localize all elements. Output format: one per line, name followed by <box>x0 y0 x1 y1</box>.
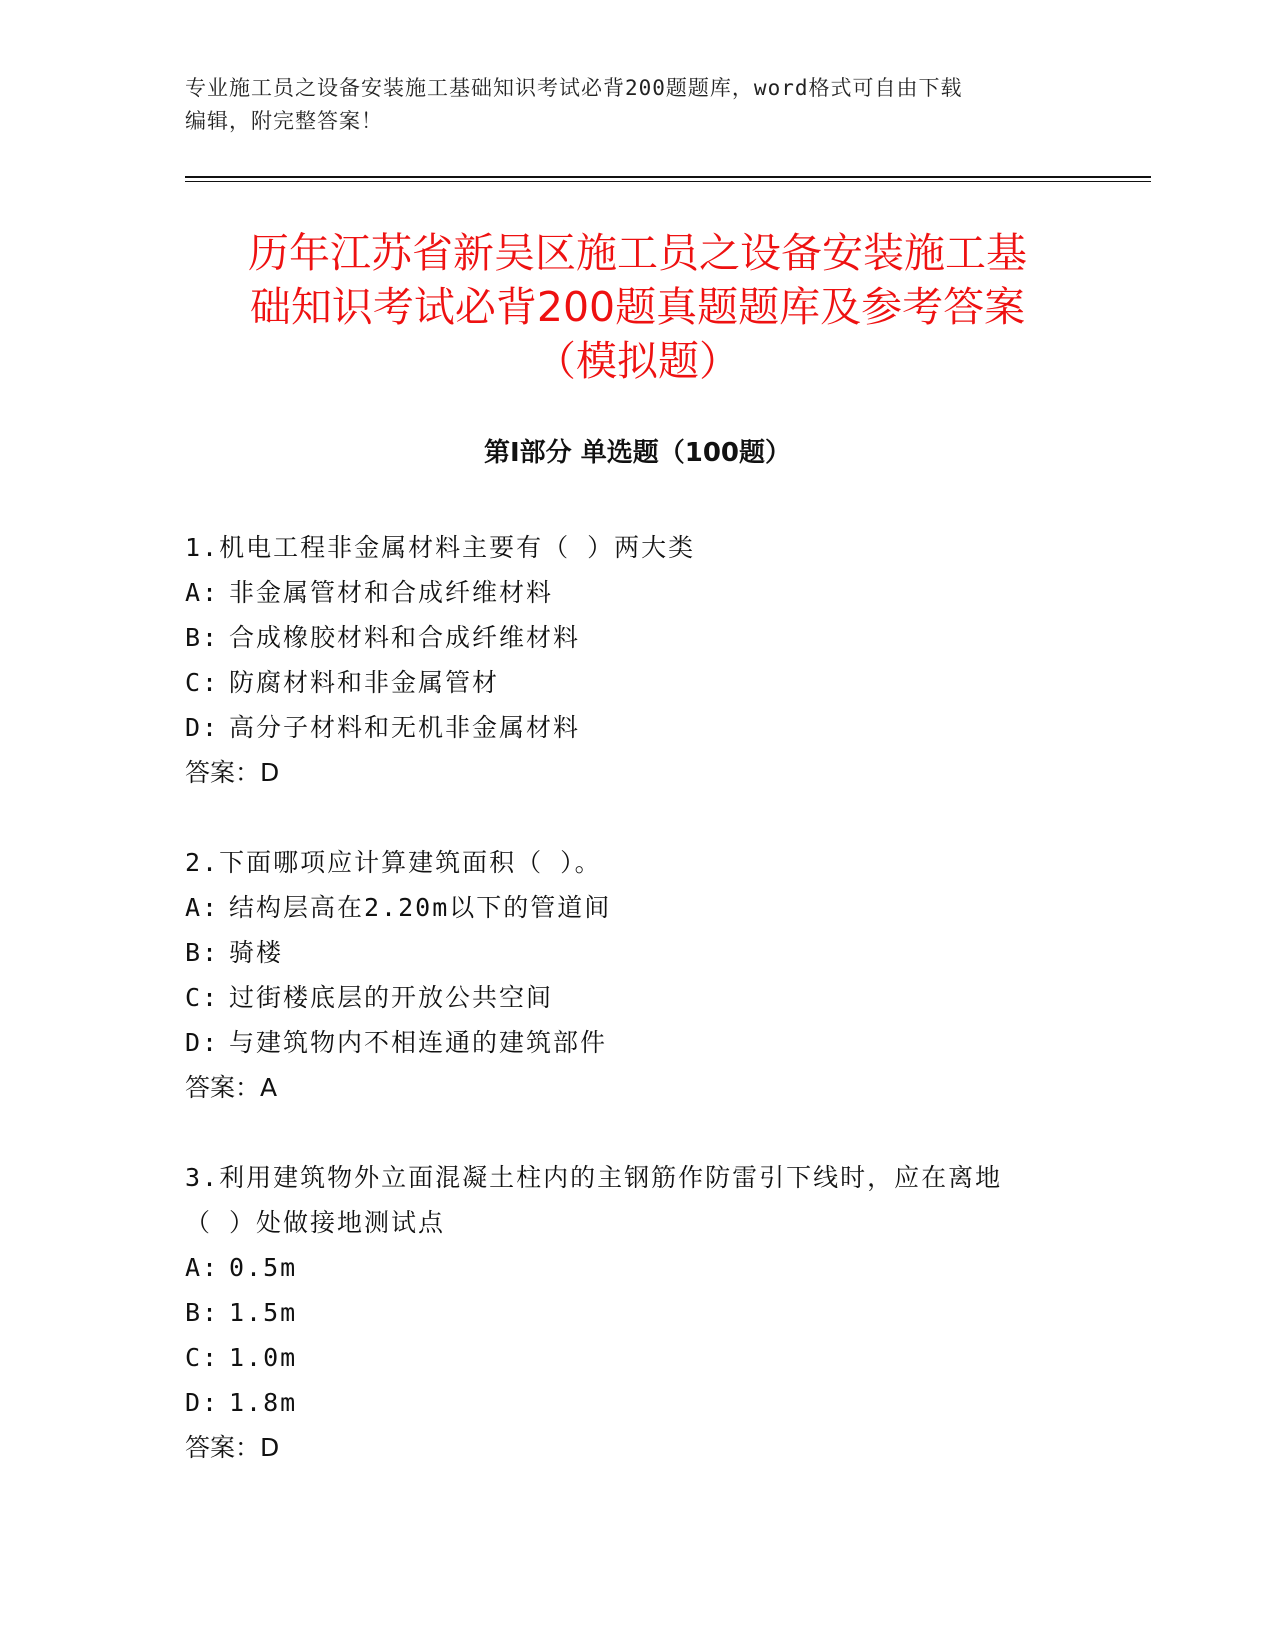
option-letter: C: <box>185 668 220 697</box>
option-d <box>185 1380 1085 1425</box>
header-rule-thin <box>185 181 1151 182</box>
option-text: 合成橡胶材料和合成纤维材料 <box>229 623 581 652</box>
document-title-line-3: （模拟题） <box>535 337 740 385</box>
option-a <box>185 885 1085 930</box>
answer-line: 答案：A <box>185 1073 278 1102</box>
question-list <box>185 525 1085 1515</box>
option-c <box>185 975 1085 1020</box>
option-text: 0.5m <box>229 1253 298 1282</box>
option-b <box>185 615 1085 660</box>
question-stem: 3.利用建筑物外立面混凝土柱内的主钢筋作防雷引下线时，应在离地 <box>185 1163 1003 1192</box>
answer-line: 答案：D <box>185 758 280 787</box>
question-stem: 2.下面哪项应计算建筑面积（ ）。 <box>185 848 602 877</box>
option-letter: A: <box>185 1253 220 1282</box>
option-a <box>185 570 1085 615</box>
question-stem: 1.机电工程非金属材料主要有（ ）两大类 <box>185 533 696 562</box>
option-letter: B: <box>185 938 220 967</box>
option-text: 1.0m <box>229 1343 298 1372</box>
option-letter: D: <box>185 713 220 742</box>
option-letter: C: <box>185 1343 220 1372</box>
option-c <box>185 660 1085 705</box>
option-b <box>185 930 1085 975</box>
option-text: 结构层高在2.20m以下的管道间 <box>229 893 612 922</box>
option-text: 防腐材料和非金属管材 <box>229 668 500 697</box>
option-d <box>185 1020 1085 1065</box>
header-note-line-1: 专业施工员之设备安装施工基础知识考试必背200题题库，word格式可自由下载 <box>185 76 963 100</box>
option-a <box>185 1245 1085 1290</box>
section-heading: 第I部分 单选题（100题） <box>484 438 791 468</box>
option-letter: A: <box>185 578 220 607</box>
document-title-line-2: 础知识考试必背200题真题题库及参考答案 <box>249 283 1026 331</box>
option-text: 非金属管材和合成纤维材料 <box>229 578 554 607</box>
option-letter: D: <box>185 1028 220 1057</box>
option-b <box>185 1290 1085 1335</box>
option-c <box>185 1335 1085 1380</box>
option-letter: B: <box>185 623 220 652</box>
option-text: 1.8m <box>229 1388 298 1417</box>
document-title <box>150 226 1125 388</box>
option-text: 与建筑物内不相连通的建筑部件 <box>229 1028 608 1057</box>
question-stem-continued: （ ）处做接地测试点 <box>185 1208 446 1237</box>
question-3 <box>185 1155 1085 1470</box>
option-text: 过街楼底层的开放公共空间 <box>229 983 554 1012</box>
question-1 <box>185 525 1085 795</box>
question-2 <box>185 840 1085 1110</box>
option-letter: A: <box>185 893 220 922</box>
answer-line: 答案：D <box>185 1433 280 1462</box>
option-letter: B: <box>185 1298 220 1327</box>
document-title-line-1: 历年江苏省新吴区施工员之设备安装施工基 <box>248 229 1027 277</box>
option-letter: D: <box>185 1388 220 1417</box>
header-note-line-2: 编辑，附完整答案！ <box>185 109 383 133</box>
option-d <box>185 705 1085 750</box>
option-text: 骑楼 <box>229 938 284 967</box>
header-rule-thick <box>185 176 1151 178</box>
option-text: 1.5m <box>229 1298 298 1327</box>
option-letter: C: <box>185 983 220 1012</box>
option-text: 高分子材料和无机非金属材料 <box>229 713 581 742</box>
header-note <box>185 72 1075 138</box>
